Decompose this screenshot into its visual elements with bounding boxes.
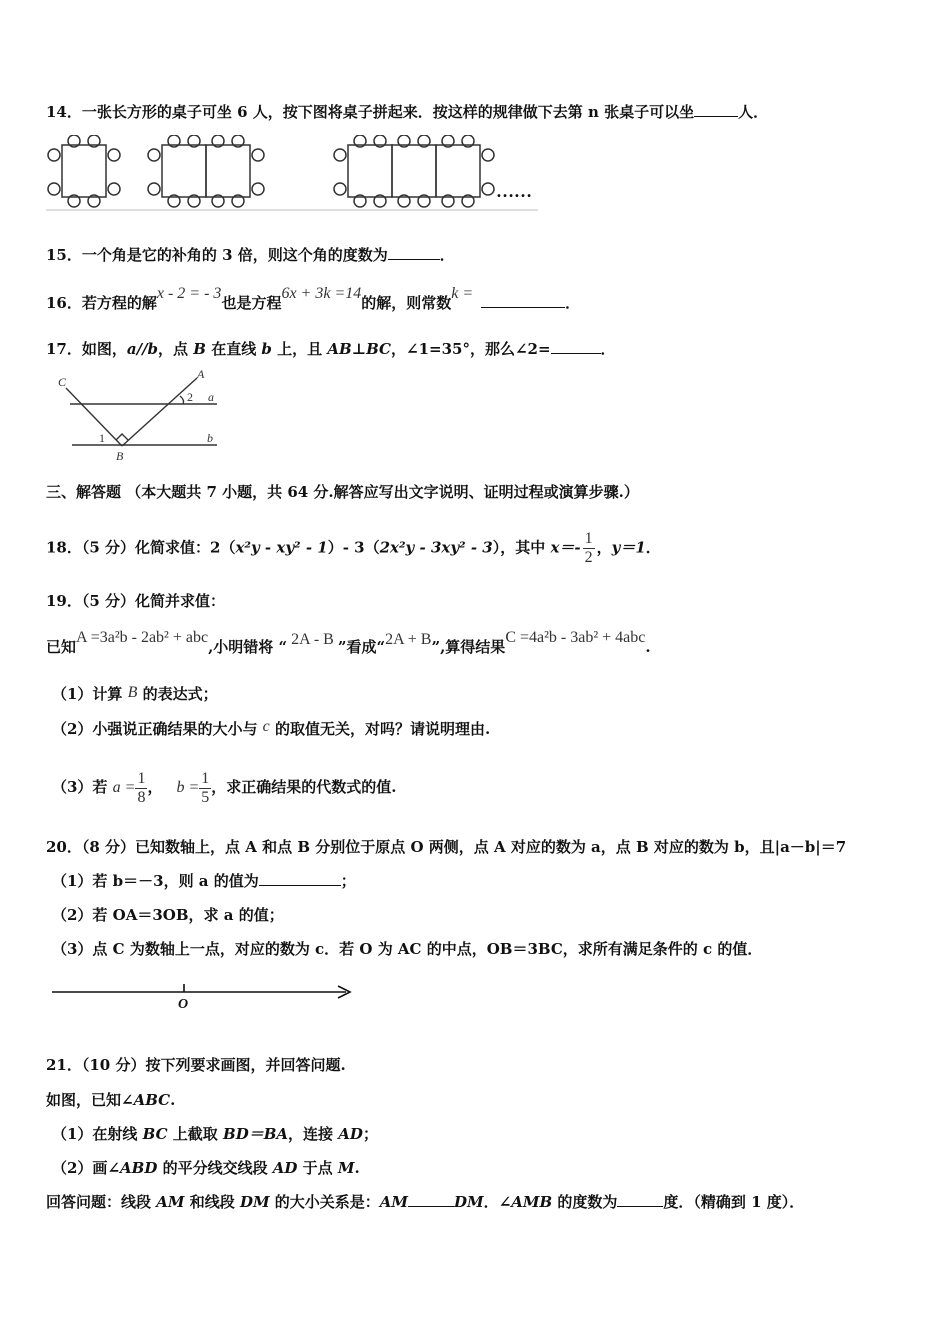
q19-p3-comma: ，: [147, 778, 163, 796]
q18-end: ．: [645, 538, 661, 557]
q18-stem: 18．（5 分）化简求值：2（: [46, 538, 236, 557]
q17-stem: 17．如图，: [46, 340, 127, 358]
q17-parallel: a//b: [126, 340, 159, 358]
q19-b-fraction: [199, 770, 211, 807]
ray-bc: [66, 388, 122, 446]
label-a-point: A: [197, 368, 205, 381]
q21-ans-d: ．: [483, 1193, 499, 1211]
angle-2-arc: [180, 396, 184, 404]
q21-part-1: [52, 1123, 378, 1145]
label-line-a: a: [208, 390, 214, 404]
q19-c-equation: C =4a²b - 3ab² + 4abc: [505, 629, 646, 646]
q21-p1-d: ；: [362, 1125, 378, 1143]
q21-given-a: 如图，已知: [46, 1091, 122, 1109]
q17-stem-e: ，∠1=35°，那么∠2=: [391, 340, 551, 358]
q18-x-value: x＝-: [550, 538, 581, 557]
q19-right-expr: 2A + B: [385, 631, 432, 648]
q18-fraction-den: 2: [584, 549, 593, 566]
q21-p1-b: 上截取: [167, 1125, 224, 1143]
q15-end: ．: [439, 246, 455, 264]
q18-stem-c: ），其中: [492, 538, 551, 557]
q19-part-3: [52, 768, 397, 807]
q16-equation-2: 6x + 3k =14: [281, 285, 362, 302]
right-angle-mark: [116, 434, 128, 440]
q21-p1-seg: AD: [338, 1125, 363, 1143]
q21-p1-eq: BD＝BA: [223, 1125, 289, 1143]
q19-b-den: 5: [201, 788, 210, 806]
q18-fraction-num: 1: [584, 530, 593, 547]
q21-p1-c: ，连接: [288, 1125, 339, 1143]
q17-perpendicular: AB⊥BC: [327, 340, 391, 358]
q17-line-b: b: [261, 340, 272, 358]
q19-given-e: .: [645, 638, 651, 656]
q21-given: [46, 1089, 175, 1111]
q21-answer: [46, 1191, 804, 1213]
q21-relation-blank[interactable]: [408, 1192, 454, 1207]
q21-ans-f: 度．（精确到 1 度）．: [663, 1193, 805, 1211]
q17-stem-b: ，点: [158, 340, 194, 358]
q16-stem: 16．若方程的解: [46, 294, 157, 312]
q18-comma: ，: [596, 538, 612, 557]
q19-part-1: [52, 683, 218, 706]
q19-a-den: 8: [137, 788, 146, 806]
label-c: C: [58, 375, 67, 389]
q18-y-value: y＝1: [611, 538, 646, 557]
q20-part-1: [52, 870, 356, 892]
q19-p3-a-var: a =: [112, 779, 136, 796]
q20-number-line: [50, 980, 360, 1014]
q16-equation-1: x - 2 = - 3: [156, 285, 222, 302]
q21-given-b: .: [170, 1091, 176, 1109]
q19-given-c: ”看成“: [337, 638, 386, 656]
q18-stem-b: ）- 3（: [327, 538, 380, 557]
q14-text: [46, 101, 768, 123]
table-2b: [206, 145, 250, 197]
q18-text: [46, 530, 661, 567]
q14-tables-figure: [42, 135, 542, 215]
q21-p2-point: M: [337, 1159, 355, 1177]
q19-p1-a: （1）计算: [52, 685, 128, 703]
q17-geometry-figure: [52, 368, 232, 463]
q18-fraction: [583, 530, 595, 567]
q21-degree-blank[interactable]: [617, 1192, 663, 1207]
q21-stem: 21．（10 分）按下列要求画图，并回答问题.: [46, 1056, 346, 1074]
q18-expression-1: x²y - xy² - 1: [235, 538, 328, 557]
q16-stem-b: 也是方程: [221, 294, 282, 312]
q14-n: n: [587, 103, 599, 121]
q16-end: ．: [565, 294, 581, 312]
q20-p1-a: （1）若 b＝－3，则 a 的值为: [52, 872, 259, 890]
q19-part-2: [52, 718, 490, 741]
q19-p2-c-var: c: [262, 718, 270, 735]
q19-p3-b: ，求正确结果的代数式的值.: [211, 778, 397, 796]
q16-k: k =: [451, 285, 474, 302]
label-angle-2: 2: [187, 390, 193, 404]
q21-p1-a: （1）在射线: [52, 1125, 143, 1143]
q21-ans-b: 和线段: [184, 1193, 240, 1211]
q17-end: ．: [600, 340, 616, 358]
table-2a: [162, 145, 206, 197]
q15-text: [46, 244, 455, 266]
q21-given-angle: ∠ABC: [121, 1091, 171, 1109]
q16-stem-c: 的解，则常数: [361, 294, 452, 312]
q20-part-3: （3）点 C 为数轴上一点，对应的数为 c．若 O 为 AC 的中点，OB＝3BC，求所有满足条件的 c 的值．: [52, 940, 763, 958]
q21-ans-am-2: AM: [379, 1193, 409, 1211]
q19-given-a: 已知: [46, 638, 77, 656]
q21-p2-b: 的平分线交线段: [157, 1159, 273, 1177]
q21-p2-d: .: [354, 1159, 360, 1177]
q21-part-2: [52, 1157, 360, 1179]
q17-stem-c: 在直线: [205, 340, 262, 358]
q19-wrong-expr: 2A - B: [287, 631, 338, 648]
q19-given-d: ”,算得结果: [431, 638, 506, 656]
q19-p3-a: （3）若: [52, 778, 113, 796]
q21-ans-a: 回答问题：线段: [46, 1193, 157, 1211]
q14-stem: 14．一张长方形的桌子可坐 6 人，按下图将桌子拼起来．按这样的规律做下去第: [46, 103, 588, 121]
table-3b: [392, 145, 436, 197]
label-angle-1: 1: [99, 431, 105, 445]
q14-stem-b: 张桌子可以坐: [598, 103, 695, 121]
q19-title: 19．（5 分）化简并求值：: [46, 592, 226, 610]
q14-answer-blank[interactable]: [694, 102, 738, 117]
q20-answer-blank[interactable]: [259, 871, 341, 886]
q19-a-num: 1: [137, 769, 146, 787]
q15-answer-blank[interactable]: [388, 245, 440, 260]
q21-ans-dm: DM: [239, 1193, 270, 1211]
q21-p1-ray: BC: [142, 1125, 168, 1143]
q19-p1-b: 的表达式；: [137, 685, 218, 703]
q20-part-2: （2）若 OA＝3OB，求 a 的值；: [52, 906, 284, 924]
label-line-b: b: [207, 431, 213, 445]
q21-p2-seg: AD: [272, 1159, 298, 1177]
q14-ellipsis: ……: [496, 181, 532, 201]
q19-p2-a: （2）小强说正确结果的大小与: [52, 720, 263, 738]
table-1: [62, 145, 106, 197]
q19-p2-b: 的取值无关，对吗？请说明理由.: [269, 720, 491, 738]
q17-answer-blank[interactable]: [551, 339, 601, 354]
q19-a-fraction: [135, 770, 147, 807]
q21-ans-am: AM: [156, 1193, 185, 1211]
q17-text: [46, 338, 616, 360]
q15-stem: 15．一个角是它的补角的 3 倍，则这个角的度数为: [46, 246, 388, 264]
q17-point-b: B: [193, 340, 206, 358]
q21-ans-dm-2: DM: [454, 1193, 484, 1211]
q19-p1-b-var: B: [127, 684, 138, 701]
q19-given: [46, 629, 651, 659]
q21-ans-c: 的大小关系是：: [269, 1193, 380, 1211]
q21-p2-c: 于点: [297, 1159, 338, 1177]
q21-p2-a: （2）画: [52, 1159, 108, 1177]
q16-answer-blank[interactable]: [481, 293, 565, 308]
origin-label: O: [178, 997, 189, 1012]
q21-p2-angle: ∠ABD: [107, 1159, 158, 1177]
q21-ans-e: 的度数为: [552, 1193, 618, 1211]
table-3c: [436, 145, 480, 197]
section-3-heading: 三、解答题 （本大题共 7 小题，共 64 分.解答应写出文字说明、证明过程或演算步骤.）: [46, 483, 639, 501]
q19-a-equation: A =3a²b - 2ab² + abc: [76, 629, 209, 646]
q19-given-b: ,小明错将 “: [208, 638, 288, 656]
q18-expression-2: 2x²y - 3xy² - 3: [379, 538, 493, 557]
ray-ba: [122, 378, 197, 446]
label-b-point: B: [116, 449, 124, 463]
q20-stem: 20．（8 分）已知数轴上，点 A 和点 B 分别位于原点 O 两侧，点 A 对应的数为 a，点 B 对应的数为 b，且|a－b|＝7: [46, 838, 847, 856]
q20-p1-b: ；: [340, 872, 356, 890]
q19-p3-b-var: b =: [176, 779, 200, 796]
q17-stem-d: 上，且: [271, 340, 328, 358]
q21-ans-angle: ∠AMB: [498, 1193, 553, 1211]
q16-text: [46, 285, 581, 315]
q19-b-num: 1: [201, 769, 210, 787]
table-3a: [348, 145, 392, 197]
q14-stem-c: 人．: [738, 103, 769, 121]
